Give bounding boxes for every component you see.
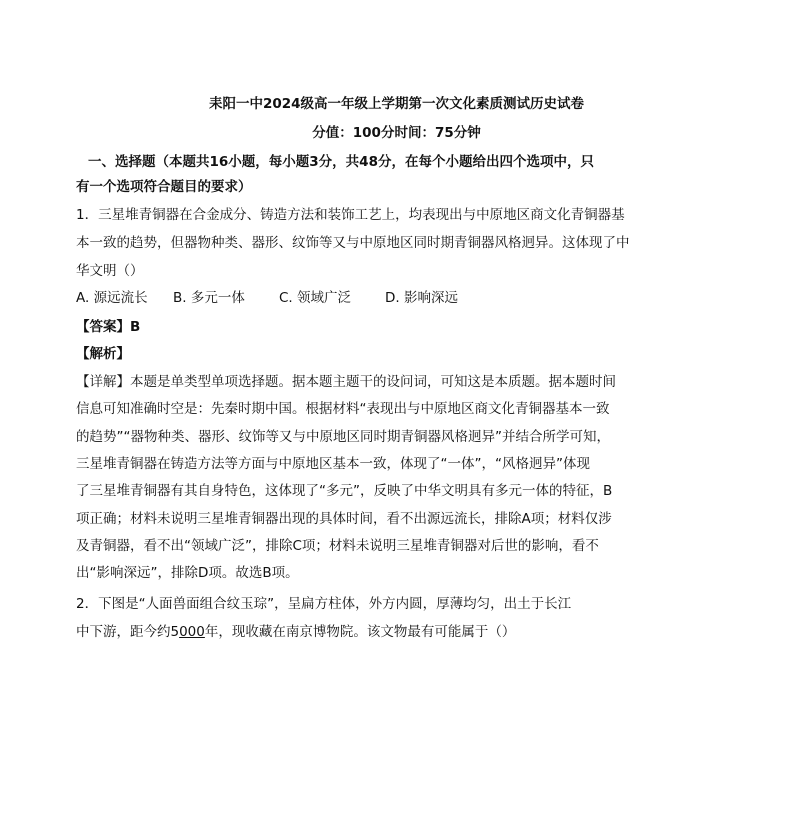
q1-detail-line-7: 及青铜器，看不出“领域广泛”，排除C项；材料未说明三星堆青铜器对后世的影响，看不 bbox=[76, 538, 599, 554]
q1-option-c: C. 领域广泛 bbox=[279, 290, 352, 306]
section-heading-line-1: 一、选择题（本题共16小题，每小题3分，共48分，在每个小题给出四个选项中，只 bbox=[88, 154, 594, 170]
q1-detail-line-4: 三星堆青铜器在铸造方法等方面与中原地区基本一致，体现了“一体”，“风格迥异”体现 bbox=[76, 456, 590, 472]
q1-stem-line-3: 华文明（） bbox=[76, 263, 144, 279]
q1-detail-line-5: 了三星堆青铜器有其自身特色，这体现了“多元”，反映了中华文明具有多元一体的特征，B bbox=[76, 483, 613, 499]
q1-detail-line-1: 【详解】本题是单类型单项选择题。据本题主题干的设问词，可知这是本质题。据本题时间 bbox=[76, 374, 616, 390]
q1-answer: 【答案】B bbox=[76, 319, 141, 335]
q2-stem-line-2 bbox=[76, 622, 515, 642]
q1-option-a: A. 源远流长 bbox=[76, 290, 148, 306]
exam-subtitle: 分值：100分时间：75分钟 bbox=[312, 125, 481, 141]
exam-title: 耒阳一中2024级高一年级上学期第一次文化素质测试历史试卷 bbox=[208, 96, 585, 112]
q1-analysis-label: 【解析】 bbox=[76, 346, 130, 362]
q2-stem-line-2-part-a: 中下游，距今约5 bbox=[76, 624, 180, 640]
q2-stem-line-1: 2．下图是“人面兽面组合纹玉琮”，呈扁方柱体，外方内圆，厚薄均匀，出土于长江 bbox=[76, 596, 572, 612]
q1-stem-line-1: 1．三星堆青铜器在合金成分、铸造方法和装饰工艺上，均表现出与中原地区商文化青铜器基 bbox=[76, 207, 625, 223]
q1-option-b: B. 多元一体 bbox=[173, 290, 245, 306]
q1-detail-line-2: 信息可知准确时空是：先秦时期中国。根据材料“表现出与中原地区商文化青铜器基本一致 bbox=[76, 401, 610, 417]
q1-option-d: D. 影响深远 bbox=[385, 290, 458, 306]
q1-stem-line-2: 本一致的趋势，但器物种类、器形、纹饰等又与中原地区同时期青铜器风格迥异。这体现了中 bbox=[76, 235, 630, 251]
q2-stem-line-2-underlined: 000 bbox=[179, 624, 205, 640]
q2-stem-line-2-part-b: 年，现收藏在南京博物院。该文物最有可能属于（） bbox=[204, 624, 516, 640]
q1-detail-line-8: 出“影响深远”，排除D项。故选B项。 bbox=[76, 565, 299, 581]
q1-detail-line-3: 的趋势”“器物种类、器形、纹饰等又与中原地区同时期青铜器风格迥异”并结合所学可知， bbox=[76, 429, 610, 445]
section-heading-line-2: 有一个选项符合题目的要求） bbox=[76, 179, 252, 195]
q1-detail-line-6: 项正确；材料未说明三星堆青铜器出现的具体时间，看不出源远流长，排除A项；材料仅涉 bbox=[76, 511, 612, 527]
